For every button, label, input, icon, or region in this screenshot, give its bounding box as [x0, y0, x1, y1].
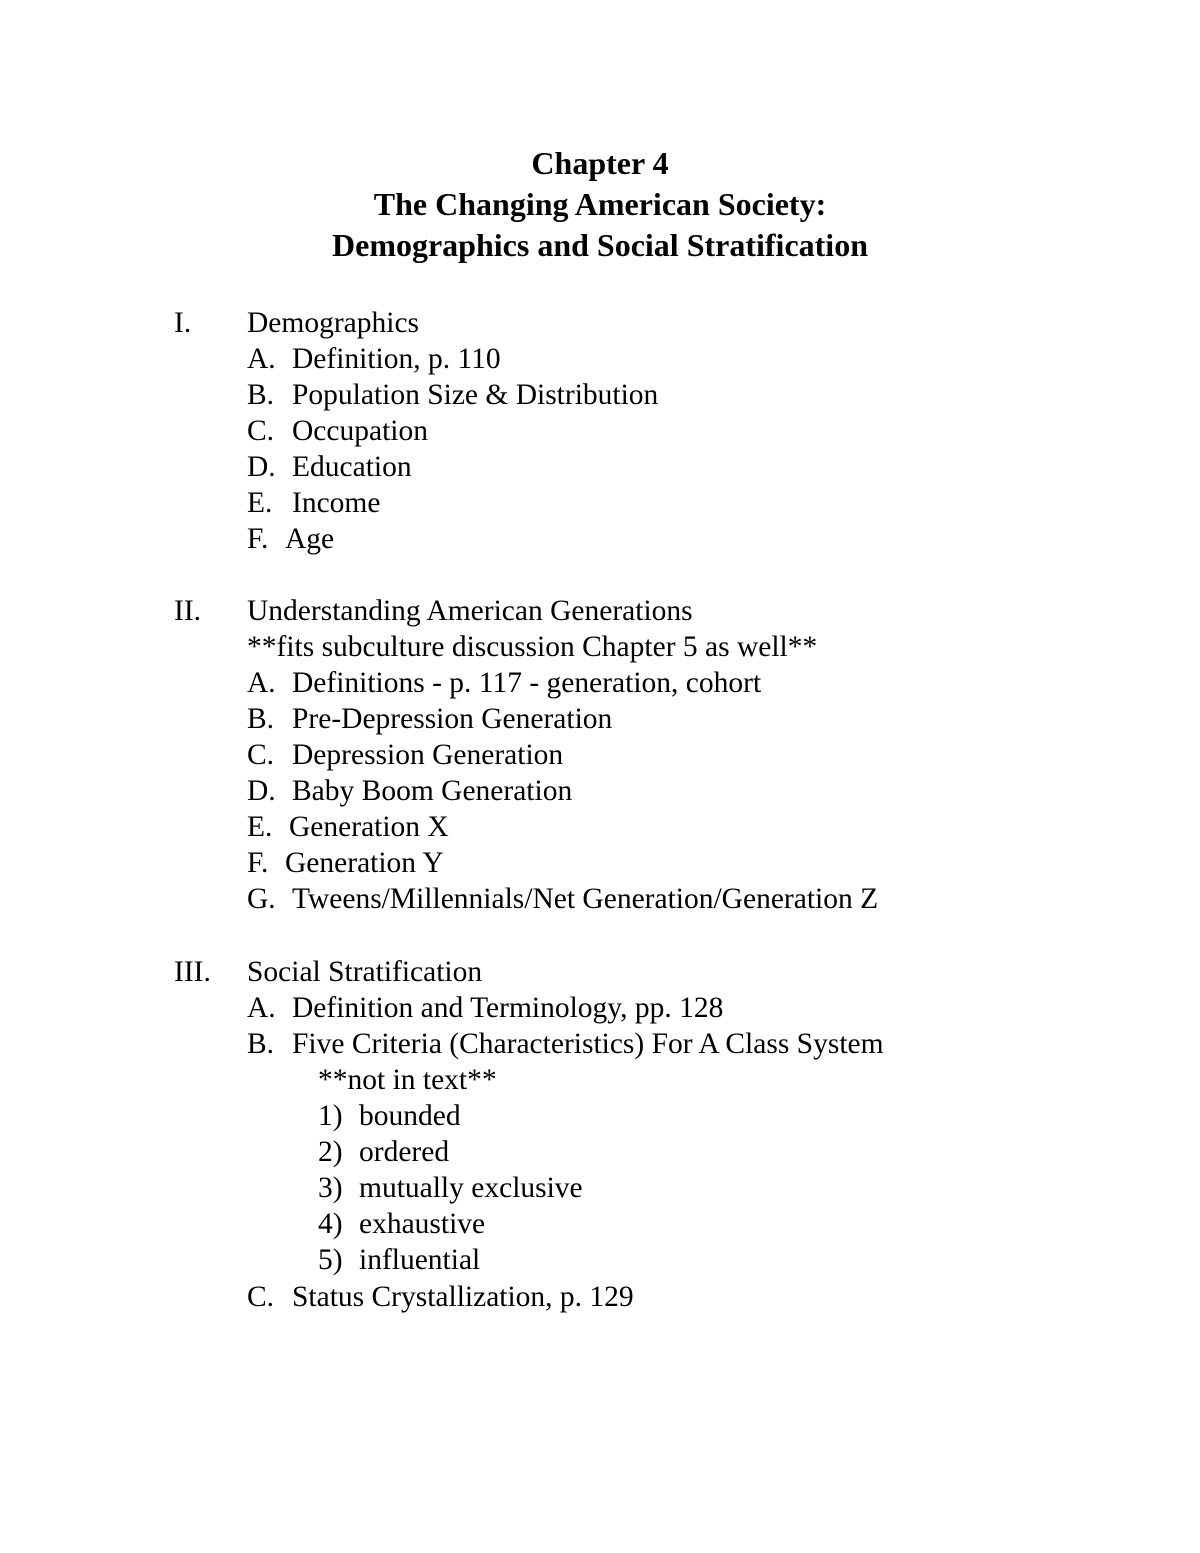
- section-heading: Demographics: [247, 307, 420, 339]
- item-text: Definition and Terminology, pp. 128: [292, 992, 724, 1024]
- item-label: F.: [247, 523, 269, 555]
- item-text: Education: [292, 451, 412, 483]
- outline-item: [247, 845, 444, 881]
- outline-item: [247, 809, 449, 845]
- outline-item: [247, 701, 612, 737]
- outline-item: [247, 341, 501, 377]
- item-text: Age: [285, 523, 335, 555]
- outline-item: [247, 737, 563, 773]
- subitem-label: 2): [318, 1136, 343, 1168]
- outline-item: [247, 485, 380, 521]
- section-number: II.: [174, 595, 202, 627]
- item-text: Status Crystallization, p. 129: [292, 1281, 634, 1313]
- title-chapter: Chapter 4: [531, 145, 669, 181]
- item-label: D.: [247, 451, 276, 483]
- item-label: B.: [247, 1028, 275, 1060]
- section-number: I.: [174, 307, 192, 339]
- item-label: G.: [247, 883, 276, 915]
- section-heading: Understanding American Generations: [247, 595, 693, 627]
- document-title: [0, 143, 1200, 266]
- outline-item: [247, 521, 334, 557]
- subitem-label: 1): [318, 1100, 343, 1132]
- item-text: Population Size & Distribution: [292, 379, 659, 411]
- item-label: C.: [247, 739, 275, 771]
- item-label: A.: [247, 992, 276, 1024]
- item-note: **not in text**: [318, 1064, 497, 1096]
- item-text: Pre-Depression Generation: [292, 703, 613, 735]
- title-subtitle: Demographics and Social Stratification: [332, 227, 868, 263]
- subitem-text: mutually exclusive: [359, 1172, 583, 1204]
- item-text: Depression Generation: [292, 739, 564, 771]
- outline-subitem: [318, 1134, 449, 1170]
- item-text: Generation X: [289, 811, 449, 843]
- item-label: E.: [247, 811, 273, 843]
- item-text: Baby Boom Generation: [292, 775, 573, 807]
- item-text: Income: [292, 487, 381, 519]
- item-text: Occupation: [292, 415, 428, 447]
- subitem-label: 4): [318, 1208, 343, 1240]
- outline-subitem: [318, 1098, 461, 1134]
- subitem-text: exhaustive: [359, 1208, 486, 1240]
- outline-item: [247, 1026, 884, 1062]
- item-label: D.: [247, 775, 276, 807]
- outline-item: [247, 449, 412, 485]
- outline-item: [247, 1279, 634, 1315]
- outline-item: [247, 665, 761, 701]
- subitem-text: bounded: [359, 1100, 461, 1132]
- subitem-text: influential: [359, 1244, 481, 1276]
- title-main: The Changing American Society:: [373, 186, 827, 222]
- item-label: B.: [247, 703, 275, 735]
- item-text: Generation Y: [285, 847, 444, 879]
- outline-subitem: [318, 1242, 480, 1278]
- item-label: F.: [247, 847, 269, 879]
- outline-item: [247, 377, 658, 413]
- section-heading: Social Stratification: [247, 956, 483, 988]
- subitem-label: 3): [318, 1172, 343, 1204]
- item-text: Definitions - p. 117 - generation, cohort: [292, 667, 762, 699]
- item-label: A.: [247, 667, 276, 699]
- item-text: Definition, p. 110: [292, 343, 501, 375]
- outline-item: [247, 881, 878, 917]
- section-number: III.: [174, 956, 211, 988]
- item-label: C.: [247, 415, 275, 447]
- section-note: **fits subculture discussion Chapter 5 as well**: [247, 631, 818, 663]
- subitem-label: 5): [318, 1244, 343, 1276]
- item-label: B.: [247, 379, 275, 411]
- outline-item: [247, 773, 572, 809]
- outline-item: [247, 413, 428, 449]
- outline-subitem: [318, 1206, 485, 1242]
- item-label: E.: [247, 487, 273, 519]
- item-label: A.: [247, 343, 276, 375]
- item-label: C.: [247, 1281, 275, 1313]
- outline-subitem: [318, 1170, 583, 1206]
- outline-item: [247, 990, 723, 1026]
- item-text: Five Criteria (Characteristics) For A Class System: [292, 1028, 884, 1060]
- subitem-text: ordered: [359, 1136, 450, 1168]
- item-text: Tweens/Millennials/Net Generation/Generation Z: [292, 883, 879, 915]
